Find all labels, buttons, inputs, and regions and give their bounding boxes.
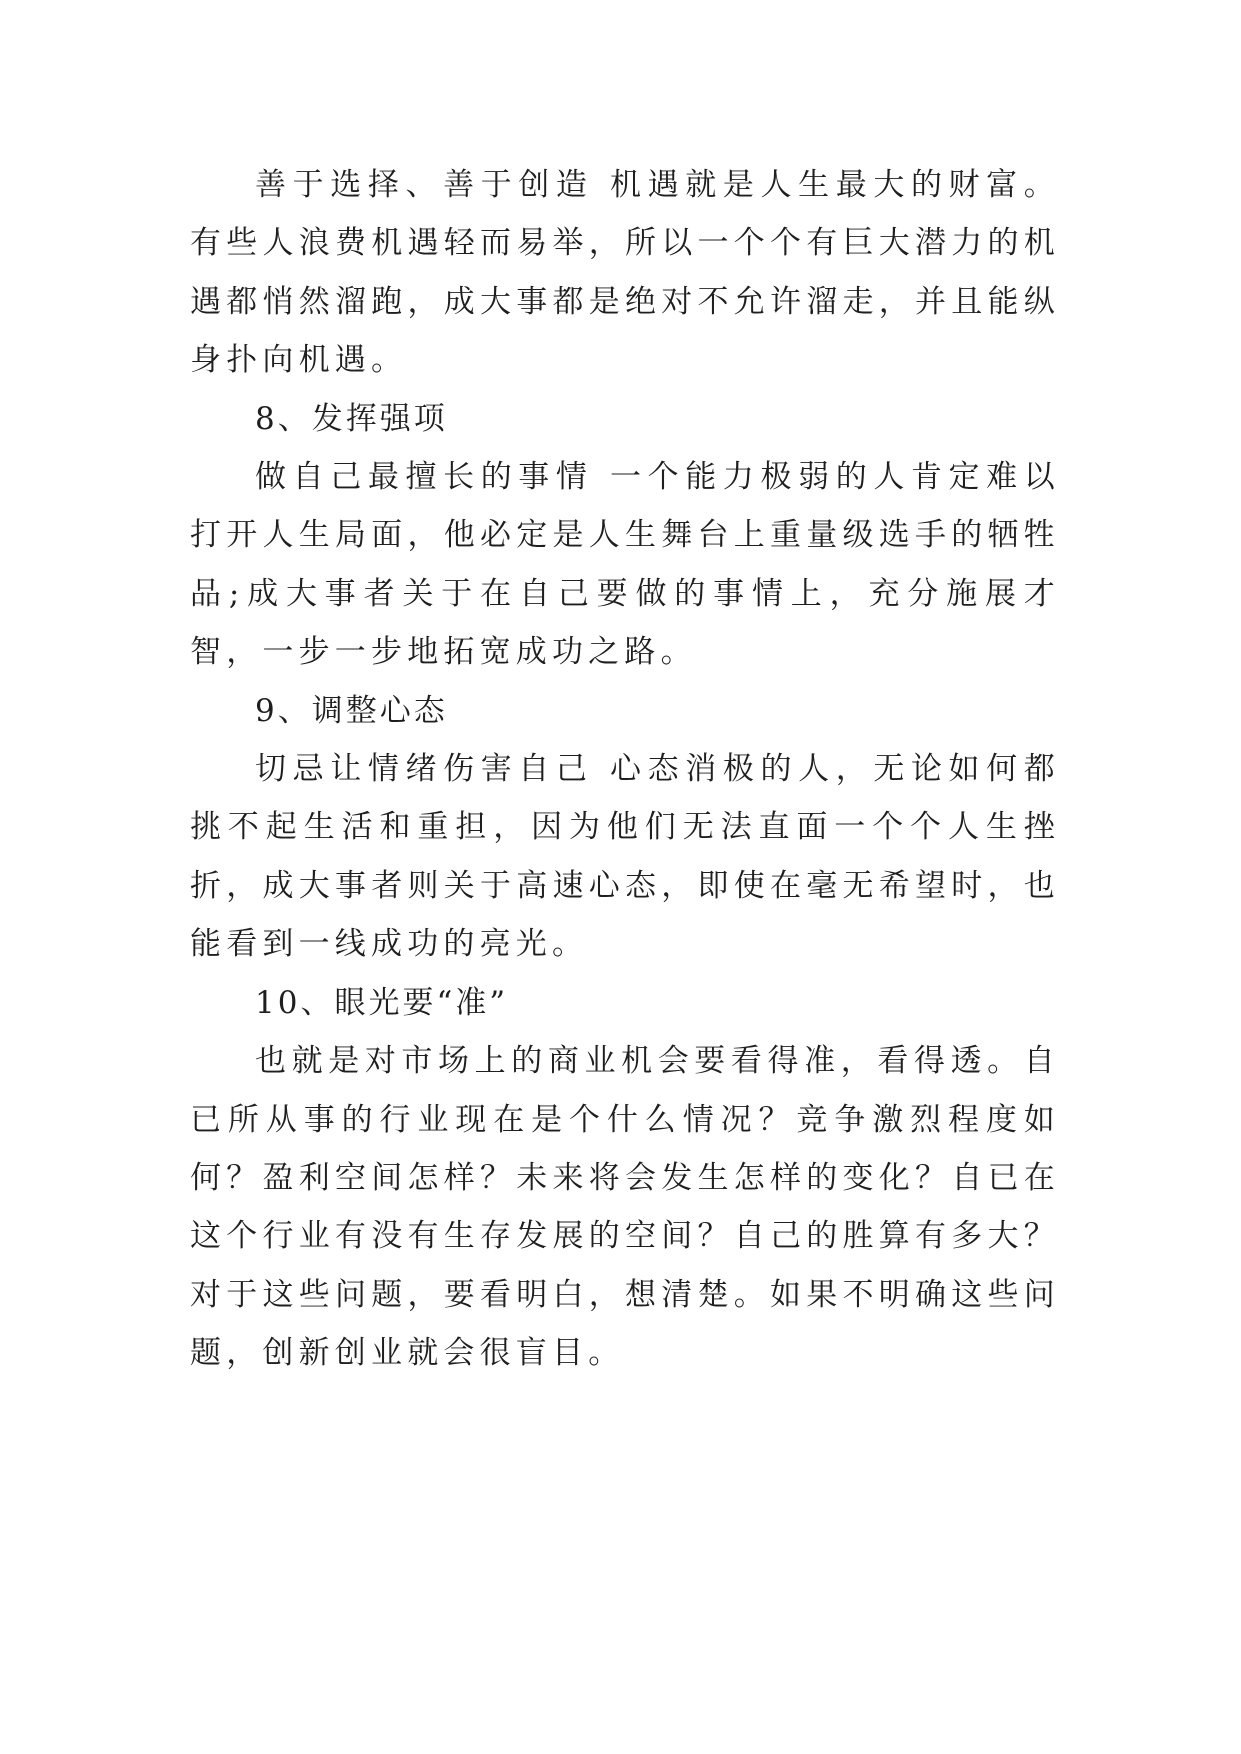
document-body <box>190 156 1060 1383</box>
paragraph-seize-opportunity: 善于选择、善于创造 机遇就是人生最大的财富。有些人浪费机遇轻而易举，所以一个个有巨大潜力的机遇都悄然溜跑，成大事都是绝对不允许溜走，并且能纵身扑向机遇。 <box>190 167 1060 379</box>
heading-play-to-strengths: 8、发挥强项 <box>255 400 448 437</box>
paragraph-play-to-strengths: 做自己最擅长的事情 一个能力极弱的人肯定难以打开人生局面，他必定是人生舞台上重量级选手的牺牲品;成大事者关于在自己要做的事情上，充分施展才智，一步一步地拓宽成功之路。 <box>190 459 1060 671</box>
heading-accurate-vision: 10、眼光要“准” <box>255 984 509 1021</box>
paragraph-adjust-mindset: 切忌让情绪伤害自己 心态消极的人，无论如何都挑不起生活和重担，因为他们无法直面一个个人生挫折，成大事者则关于高速心态，即使在毫无希望时，也能看到一线成功的亮光。 <box>190 751 1060 963</box>
paragraph-accurate-vision: 也就是对市场上的商业机会要看得准，看得透。自已所从事的行业现在是个什么情况？竞争激烈程度如何？盈利空间怎样？未来将会发生怎样的变化？自已在这个行业有没有生存发展的空间？自己的胜算有多大？对于这些问题，要看明白，想清楚。如果不明确这些问题，创新创业就会很盲目。 <box>190 1043 1060 1372</box>
heading-adjust-mindset: 9、调整心态 <box>255 692 448 729</box>
